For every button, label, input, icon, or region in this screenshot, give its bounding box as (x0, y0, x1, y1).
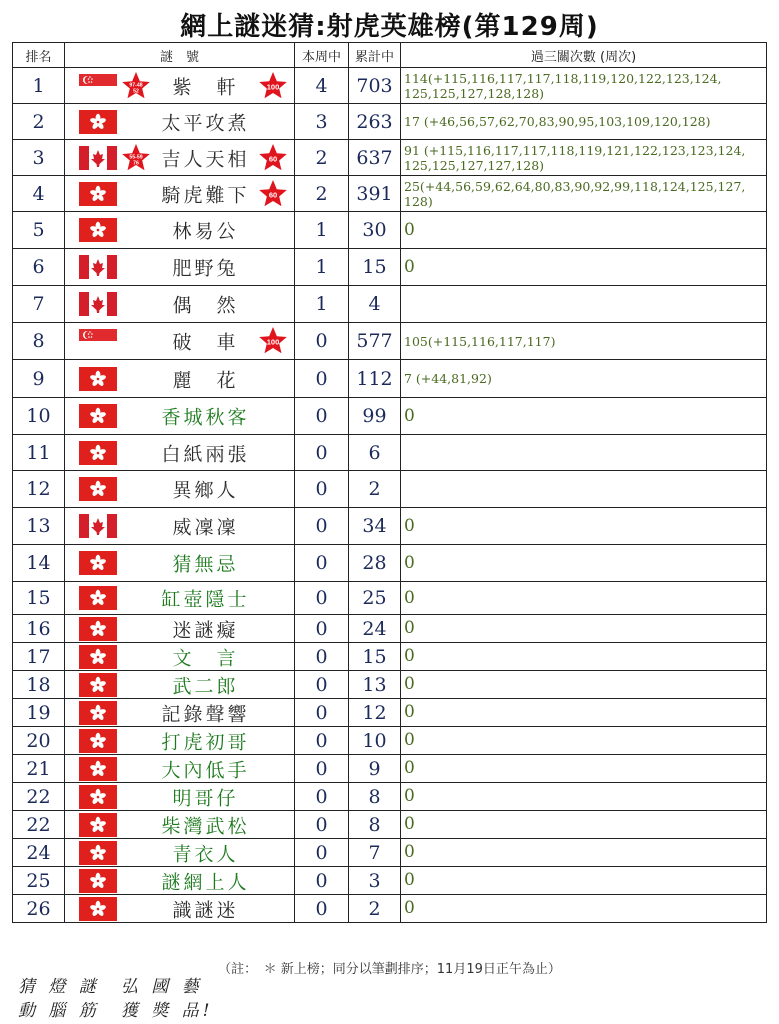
total-count-cell: 703 (349, 68, 401, 104)
table-row (13, 643, 767, 671)
table-row (13, 176, 767, 212)
flag-hk-icon (79, 701, 117, 725)
name-cell (65, 140, 295, 176)
flag-hk-icon (79, 404, 117, 428)
rank-cell: 14 (13, 545, 65, 582)
history-cell: 0 (401, 699, 767, 727)
table-row (13, 839, 767, 867)
total-count-cell: 112 (349, 360, 401, 398)
table-row (13, 435, 767, 471)
name-cell-inner (65, 615, 294, 642)
player-name: 異鄉人 (172, 479, 239, 502)
header-total: 累計中 (349, 43, 401, 68)
flag-hk-icon (79, 441, 117, 465)
name-cell (65, 582, 295, 615)
week-count-cell: 0 (295, 671, 349, 699)
history-cell: 0 (401, 212, 767, 249)
history-cell: 0 (401, 249, 767, 286)
table-row (13, 867, 767, 895)
table-row (13, 727, 767, 755)
player-name: 缸壺隱士 (161, 588, 250, 611)
name-cell-inner (65, 867, 294, 894)
flag-hk-icon (79, 897, 117, 921)
name-cell (65, 811, 295, 839)
name-cell (65, 508, 295, 545)
player-name: 識謎迷 (172, 899, 239, 921)
rank-cell: 8 (13, 323, 65, 360)
name-cell (65, 104, 295, 140)
player-name: 香城秋客 (161, 406, 250, 429)
flag-hk-icon (79, 869, 117, 893)
history-cell: 0 (401, 582, 767, 615)
history-cell: 105(+115,116,117,117) (401, 323, 767, 360)
header-week: 本周中 (295, 43, 349, 68)
player-name: 騎虎難下 (161, 184, 250, 206)
svg-text:55-59: 55-59 (129, 154, 143, 160)
rank-cell: 3 (13, 140, 65, 176)
week-count-cell: 0 (295, 545, 349, 582)
name-cell-inner (65, 176, 294, 211)
name-cell (65, 699, 295, 727)
week-count-cell: 0 (295, 435, 349, 471)
table-row (13, 104, 767, 140)
player-name: 柴灣武松 (161, 815, 250, 837)
history-cell: 0 (401, 783, 767, 811)
svg-text:60: 60 (268, 154, 278, 163)
table-row (13, 360, 767, 398)
flag-hk-icon (79, 586, 117, 610)
week-count-cell: 0 (295, 811, 349, 839)
history-cell: 114(+115,116,117,117,118,119,120,122,123,124, 125,125,127,128,128) (401, 68, 767, 104)
total-count-cell: 12 (349, 699, 401, 727)
name-cell-inner (65, 68, 294, 103)
table-row (13, 671, 767, 699)
header-rank: 排名 (13, 43, 65, 68)
history-cell: 0 (401, 839, 767, 867)
flag-hk-icon (79, 841, 117, 865)
name-cell (65, 671, 295, 699)
name-cell (65, 398, 295, 435)
ranking-rows (13, 68, 767, 923)
history-cell: 0 (401, 811, 767, 839)
name-cell-inner (65, 360, 294, 397)
total-count-cell: 391 (349, 176, 401, 212)
total-count-cell: 8 (349, 783, 401, 811)
name-cell-inner (65, 508, 294, 544)
table-row (13, 508, 767, 545)
history-cell: 0 (401, 727, 767, 755)
week-count-cell: 0 (295, 360, 349, 398)
week-count-cell: 0 (295, 895, 349, 923)
flag-hk-icon (79, 645, 117, 669)
history-cell (401, 471, 767, 508)
player-name: 威凜凜 (172, 516, 239, 539)
total-count-cell: 7 (349, 839, 401, 867)
table-row (13, 212, 767, 249)
rank-cell: 11 (13, 435, 65, 471)
week-count-cell: 0 (295, 727, 349, 755)
name-cell (65, 643, 295, 671)
history-cell: 0 (401, 398, 767, 435)
total-count-cell: 4 (349, 286, 401, 323)
history-cell: 0 (401, 867, 767, 895)
name-cell-inner (65, 839, 294, 866)
week-count-cell: 2 (295, 140, 349, 176)
total-count-cell: 34 (349, 508, 401, 545)
table-row (13, 582, 767, 615)
name-cell-inner (65, 286, 294, 322)
flag-hk-icon (79, 367, 117, 391)
name-cell-inner (65, 671, 294, 698)
rank-cell: 18 (13, 671, 65, 699)
week-count-cell: 0 (295, 582, 349, 615)
week-count-cell: 3 (295, 104, 349, 140)
history-cell: 0 (401, 643, 767, 671)
rank-cell: 6 (13, 249, 65, 286)
table-row (13, 615, 767, 643)
rank-cell: 24 (13, 839, 65, 867)
total-count-cell: 15 (349, 643, 401, 671)
name-cell-inner (65, 582, 294, 614)
table-row (13, 323, 767, 360)
total-count-cell: 99 (349, 398, 401, 435)
flag-ca-icon (79, 514, 117, 538)
player-name: 謎網上人 (161, 871, 250, 893)
table-row (13, 68, 767, 104)
week-count-cell: 0 (295, 471, 349, 508)
flag-hk-icon (79, 729, 117, 753)
header-history: 過三關次數 (周次) (401, 43, 767, 68)
table-row (13, 249, 767, 286)
name-cell (65, 360, 295, 398)
flag-hk-icon (79, 617, 117, 641)
svg-text:60: 60 (268, 190, 278, 199)
rank-cell: 22 (13, 811, 65, 839)
rank-cell: 9 (13, 360, 65, 398)
week-count-cell: 0 (295, 615, 349, 643)
player-name: 打虎初哥 (161, 731, 250, 753)
name-cell-inner (65, 435, 294, 470)
week-count-cell: 0 (295, 783, 349, 811)
name-cell-inner (65, 545, 294, 581)
table-row (13, 811, 767, 839)
name-cell-inner (65, 140, 294, 175)
flag-ca-icon (79, 255, 117, 279)
history-cell: 0 (401, 755, 767, 783)
rank-cell: 15 (13, 582, 65, 615)
player-name: 明哥仔 (172, 787, 239, 809)
total-count-cell: 8 (349, 811, 401, 839)
table-row (13, 398, 767, 435)
name-cell-inner (65, 895, 294, 922)
name-cell-inner (65, 643, 294, 670)
player-name: 武二郎 (172, 675, 239, 697)
week-count-cell: 0 (295, 867, 349, 895)
flag-hk-icon (79, 551, 117, 575)
star-badge-icon (258, 143, 288, 173)
name-cell (65, 895, 295, 923)
flag-hk-icon (79, 110, 117, 134)
table-row (13, 783, 767, 811)
history-cell: 91 (+115,116,117,117,118,119,121,122,123,123,124, 125,125,127,127,128) (401, 140, 767, 176)
star-badge-icon (258, 326, 288, 356)
total-count-cell: 24 (349, 615, 401, 643)
history-cell (401, 286, 767, 323)
table-row (13, 895, 767, 923)
name-cell (65, 249, 295, 286)
total-count-cell: 637 (349, 140, 401, 176)
rank-cell: 13 (13, 508, 65, 545)
rank-cell: 25 (13, 867, 65, 895)
svg-text:100: 100 (266, 337, 280, 347)
footnote: （註： ＊ 新上榜；同分以筆劃排序；11月19日正午為止） (218, 962, 561, 977)
week-count-cell: 0 (295, 699, 349, 727)
week-count-cell: 2 (295, 176, 349, 212)
name-cell (65, 212, 295, 249)
history-cell: 0 (401, 545, 767, 582)
svg-text:52: 52 (133, 88, 139, 94)
history-cell: 0 (401, 615, 767, 643)
svg-text:97-48: 97-48 (129, 82, 143, 88)
rank-cell: 21 (13, 755, 65, 783)
flag-hk-icon (79, 757, 117, 781)
name-cell (65, 435, 295, 471)
name-cell-inner (65, 699, 294, 726)
name-cell-inner (65, 727, 294, 754)
table-row (13, 140, 767, 176)
rank-cell: 20 (13, 727, 65, 755)
week-count-cell: 1 (295, 249, 349, 286)
name-cell-inner (65, 212, 294, 248)
flag-sg-icon (79, 74, 117, 98)
total-count-cell: 13 (349, 671, 401, 699)
player-name: 記錄聲響 (161, 703, 250, 725)
history-cell: 25(+44,56,59,62,64,80,83,90,92,99,118,124,125,127, 128) (401, 176, 767, 212)
player-name: 吉人天相 (161, 148, 250, 170)
name-cell (65, 755, 295, 783)
name-cell (65, 545, 295, 582)
name-cell (65, 471, 295, 508)
table-row (13, 545, 767, 582)
name-cell (65, 783, 295, 811)
total-count-cell: 577 (349, 323, 401, 360)
player-name: 青衣人 (172, 843, 239, 865)
name-cell (65, 176, 295, 212)
name-cell (65, 727, 295, 755)
name-cell (65, 839, 295, 867)
history-cell: 17 (+46,56,57,62,70,83,90,95,103,109,120,128) (401, 104, 767, 140)
star-badge-icon (258, 179, 288, 209)
name-cell-inner (65, 323, 294, 359)
header-name: 謎 號 (65, 43, 295, 68)
week-count-cell: 0 (295, 755, 349, 783)
flag-hk-icon (79, 182, 117, 206)
name-cell (65, 615, 295, 643)
rank-cell: 2 (13, 104, 65, 140)
player-name: 林易公 (172, 220, 239, 243)
total-count-cell: 25 (349, 582, 401, 615)
player-name: 文 言 (172, 647, 239, 669)
total-count-cell: 6 (349, 435, 401, 471)
slogan-line-2: 動 腦 筋 獲 獎 品! (18, 1001, 214, 1021)
flag-sg-icon (79, 329, 117, 353)
name-cell-inner (65, 811, 294, 838)
player-name: 麗 花 (172, 369, 239, 391)
name-cell-inner (65, 249, 294, 285)
name-cell (65, 323, 295, 360)
week-count-cell: 0 (295, 398, 349, 435)
history-cell: 0 (401, 508, 767, 545)
flag-hk-icon (79, 813, 117, 837)
player-name: 偶 然 (172, 294, 239, 317)
flag-hk-icon (79, 218, 117, 242)
name-cell-inner (65, 783, 294, 810)
week-count-cell: 0 (295, 323, 349, 360)
player-name: 破 車 (172, 331, 239, 354)
player-name: 紫 軒 (172, 76, 239, 98)
flag-ca-icon (79, 146, 117, 170)
total-count-cell: 10 (349, 727, 401, 755)
name-cell-inner (65, 471, 294, 507)
svg-text:100: 100 (266, 82, 280, 91)
week-count-cell: 0 (295, 839, 349, 867)
name-cell-inner (65, 398, 294, 434)
rank-cell: 10 (13, 398, 65, 435)
player-name: 猜無忌 (172, 553, 239, 576)
table-row (13, 699, 767, 727)
player-name: 肥野兔 (172, 257, 239, 280)
table-row (13, 286, 767, 323)
total-count-cell: 28 (349, 545, 401, 582)
total-count-cell: 2 (349, 895, 401, 923)
flag-ca-icon (79, 292, 117, 316)
name-cell (65, 286, 295, 323)
rank-cell: 1 (13, 68, 65, 104)
week-count-cell: 1 (295, 212, 349, 249)
name-cell (65, 867, 295, 895)
total-count-cell: 263 (349, 104, 401, 140)
total-count-cell: 3 (349, 867, 401, 895)
history-cell (401, 435, 767, 471)
rank-cell: 7 (13, 286, 65, 323)
total-count-cell: 2 (349, 471, 401, 508)
star-badge-icon (258, 71, 288, 101)
week-count-cell: 4 (295, 68, 349, 104)
week-count-cell: 1 (295, 286, 349, 323)
flag-hk-icon (79, 673, 117, 697)
svg-text:76: 76 (133, 160, 139, 166)
name-cell-inner (65, 104, 294, 139)
player-name: 大內低手 (161, 759, 250, 781)
page-title: 網上謎迷猜:射虎英雄榜(第129周) (180, 12, 599, 42)
total-count-cell: 30 (349, 212, 401, 249)
slogan-line-1: 猜 燈 謎 弘 國 藝 (18, 977, 203, 997)
ranking-table (12, 42, 767, 923)
rank-cell: 22 (13, 783, 65, 811)
week-count-cell: 0 (295, 508, 349, 545)
name-cell-inner (65, 755, 294, 782)
week-count-cell: 0 (295, 643, 349, 671)
table-row (13, 471, 767, 508)
rank-cell: 16 (13, 615, 65, 643)
rank-cell: 12 (13, 471, 65, 508)
flag-hk-icon (79, 477, 117, 501)
rank-cell: 26 (13, 895, 65, 923)
table-row (13, 755, 767, 783)
rank-cell: 5 (13, 212, 65, 249)
flag-hk-icon (79, 785, 117, 809)
player-name: 白紙兩張 (161, 443, 250, 465)
player-name: 迷謎癡 (172, 619, 239, 641)
history-cell: 0 (401, 895, 767, 923)
total-count-cell: 15 (349, 249, 401, 286)
history-cell: 0 (401, 671, 767, 699)
total-count-cell: 9 (349, 755, 401, 783)
table-header-row (13, 43, 767, 68)
rank-cell: 4 (13, 176, 65, 212)
history-cell: 7 (+44,81,92) (401, 360, 767, 398)
rank-cell: 19 (13, 699, 65, 727)
name-cell (65, 68, 295, 104)
rank-cell: 17 (13, 643, 65, 671)
player-name: 太平攻煮 (161, 112, 250, 134)
